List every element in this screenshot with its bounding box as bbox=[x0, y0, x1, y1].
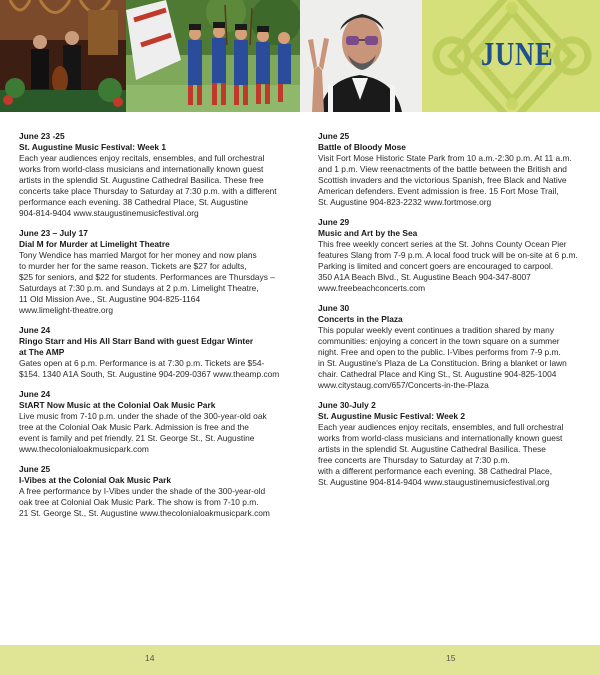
photo-strip bbox=[0, 0, 600, 112]
page-number-left: 14 bbox=[145, 653, 155, 663]
event-title: Concerts in the Plaza bbox=[318, 314, 403, 324]
event-title: I-Vibes at the Colonial Oak Music Park bbox=[19, 475, 172, 485]
event-date: June 24 bbox=[19, 389, 51, 399]
ringo-starr-photo bbox=[300, 0, 422, 112]
event-date: June 25 bbox=[318, 131, 350, 141]
event-description: Tony Wendice has married Margot for her money and now plans to murder her for the same reason. Tickets are $27 for adults, $25 for seniors, and $22 for students. Performances are Thursdays – Saturdays at 7:30 p.m. and Sundays at 2 p.m. Limelight Theatre, 11 Old Mission Ave., St. Augustine 904-825-1164 www.limelight-theatre.org bbox=[19, 250, 275, 315]
event-title: Dial M for Murder at Limelight Theatre bbox=[19, 239, 170, 249]
month-panel bbox=[422, 0, 600, 112]
page-footer bbox=[0, 645, 600, 675]
event-title: Music and Art by the Sea bbox=[318, 228, 418, 238]
event-date: June 23 -25 bbox=[19, 131, 65, 141]
event-description: A free performance by I-Vibes under the shade of the 300-year-old oak tree at Colonial Oak Music Park. The show is from 7-10 p.m. 21 St. George St., St. Augustine www.thecolonialoakmusicpark.com bbox=[19, 486, 270, 518]
event-entry bbox=[19, 325, 287, 380]
event-entry bbox=[19, 389, 287, 455]
event-description: This free weekly concert series at the St. Johns County Ocean Pier features Slang from 7-9 p.m. A local food truck will be on-site at 6 p.m. Parking is limited and concert goers are encouraged to carpool. 350 A1A Beach Blvd., St. Augustine Beach 904-347-8007 www.freebeachconcerts.com bbox=[318, 239, 578, 293]
event-description: Each year audiences enjoy recitals, ensembles, and full orchestral works from world-class musicians and internationally known guest artists in the splendid St. Augustine Cathedral Basilica. These free concerts are Thursday to Saturday at 7:30 p.m. with a different performance each evening. 38 Cathedral Place, St. Augustine 904-814-9404 www.staugustinemusicfestival.org bbox=[318, 422, 564, 487]
event-date: June 24 bbox=[19, 325, 51, 335]
event-description: Visit Fort Mose Historic State Park from 10 a.m.-2:30 p.m. At 11 a.m. and 1 p.m. View reenactments of the battle between the British and Scottish invaders and the victorious Spanish, free Black and Native American defenders. Event admission is free. 15 Fort Mose Trail, St. Augustine 904-823-2232 www.fortmose.org bbox=[318, 153, 572, 207]
event-date: June 29 bbox=[318, 217, 350, 227]
reenactors-photo bbox=[126, 0, 300, 112]
events-column-left bbox=[19, 131, 287, 528]
event-title: Battle of Bloody Mose bbox=[318, 142, 406, 152]
event-date: June 25 bbox=[19, 464, 51, 474]
event-entry bbox=[19, 228, 287, 316]
event-entry bbox=[19, 464, 287, 519]
month-title: JUNE bbox=[481, 36, 554, 73]
event-description: Gates open at 6 p.m. Performance is at 7:30 p.m. Tickets are $54- $154. 1340 A1A South, St. Augustine 904-209-0367 www.theamp.com bbox=[19, 358, 280, 379]
event-entry bbox=[318, 303, 586, 391]
event-entry bbox=[318, 217, 586, 294]
events-column-right bbox=[318, 131, 586, 497]
event-description: Live music from 7-10 p.m. under the shade of the 300-year-old oak tree at the Colonial Oak Music Park. Admission is free and the event is family and pet friendly. 21 St. George St., St. Augustine www.thecolonialoakmusicpark.com bbox=[19, 411, 267, 454]
event-description: Each year audiences enjoy recitals, ensembles, and full orchestral works from world-class musicians and internationally known guest artists in the splendid St. Augustine Cathedral Basilica. These free concerts take place Thursday to Saturday at 7:30 p.m. with a different performance each evening. 38 Cathedral Place, St. Augustine 904-814-9404 www.staugustinemusicfestival.org bbox=[19, 153, 277, 218]
musicians-photo bbox=[0, 0, 126, 112]
event-title: St. Augustine Music Festival: Week 1 bbox=[19, 142, 167, 152]
event-description: This popular weekly event continues a tradition shared by many communities: enjoying a concert in the town square on a summer night. Free and open to the public. I-Vibes performs from 7-9 p.m. in St. Augustine's Plaza de La Constitucion. Bring a blanket or lawn chair. Cathedral Place and King St., St. Augustine 904-825-1004 www.citystaug.com/657/Concerts-in-the-Plaza bbox=[318, 325, 567, 390]
event-title: St. Augustine Music Festival: Week 2 bbox=[318, 411, 466, 421]
event-entry bbox=[318, 131, 586, 208]
event-entry bbox=[19, 131, 287, 219]
event-date: June 23 – July 17 bbox=[19, 228, 88, 238]
event-entry bbox=[318, 400, 586, 488]
event-date: June 30-July 2 bbox=[318, 400, 376, 410]
event-title: StART Now Music at the Colonial Oak Music Park bbox=[19, 400, 216, 410]
page-number-right: 15 bbox=[446, 653, 456, 663]
event-date: June 30 bbox=[318, 303, 350, 313]
event-title: Ringo Starr and His All Starr Band with guest Edgar Winter at The AMP bbox=[19, 336, 254, 357]
